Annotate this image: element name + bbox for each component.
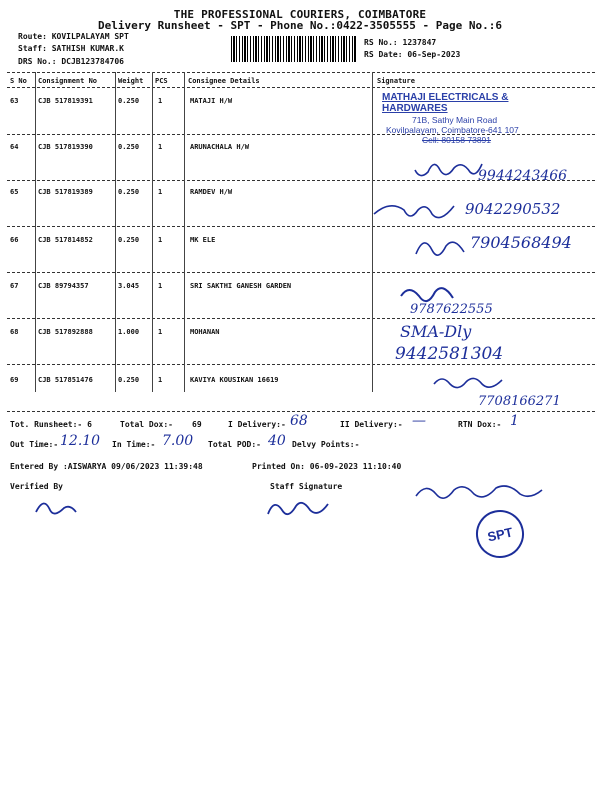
stamp-phone: Cell: 80158 73891: [422, 135, 492, 145]
handwritten-phone: 9042290532: [465, 200, 561, 218]
table-cell-pcs: 1: [158, 328, 163, 336]
table-cell-weight: 0.250: [118, 188, 140, 196]
verified-by-label: Verified By: [10, 482, 63, 491]
row-divider: [7, 318, 595, 319]
handwritten-phone: 7708166271: [478, 394, 561, 409]
table-cell-pcs: 1: [158, 282, 163, 290]
row-divider: [7, 364, 595, 365]
spt-stamp: SPT: [472, 506, 529, 563]
table-cell-weight: 1.000: [118, 328, 140, 336]
table-cell-consignment: CJB 517819389: [38, 188, 93, 196]
column-divider: [115, 72, 116, 392]
table-cell-weight: 3.045: [118, 282, 140, 290]
table-cell-weight: 0.250: [118, 376, 140, 384]
col-header-weight: Weight: [118, 77, 144, 85]
rs-date: RS Date: 06-Sep-2023: [364, 50, 461, 59]
table-cell-sno: 67: [10, 282, 19, 290]
table-cell-weight: 0.250: [118, 236, 140, 244]
column-divider: [184, 72, 185, 392]
table-cell-sno: 69: [10, 376, 19, 384]
table-cell-pcs: 1: [158, 376, 163, 384]
in-time-label: In Time:-: [112, 440, 156, 449]
table-cell-consignee: MOHANAN: [190, 328, 220, 336]
col-header-pcs: PCS: [155, 77, 168, 85]
staff-signature: [262, 494, 342, 522]
table-cell-sno: 66: [10, 236, 19, 244]
total-runsheet: Tot. Runsheet:- 6: [10, 420, 92, 429]
table-cell-consignment: CJB 517819390: [38, 143, 93, 151]
column-divider: [152, 72, 153, 392]
staff-label: Staff: SATHISH KUMAR.K: [18, 44, 124, 53]
staff-signature-label: Staff Signature: [270, 482, 343, 491]
table-cell-sno: 68: [10, 328, 19, 336]
table-cell-sno: 65: [10, 188, 19, 196]
table-cell-pcs: 1: [158, 97, 163, 105]
total-pod-label: Total POD:-: [208, 440, 261, 449]
table-cell-pcs: 1: [158, 188, 163, 196]
table-cell-consignment: CJB 517819391: [38, 97, 93, 105]
row-divider: [7, 226, 595, 227]
table-cell-consignment: CJB 517814852: [38, 236, 93, 244]
stamp-company-name: MATHAJI ELECTRICALS & HARDWARES: [382, 92, 509, 114]
in-time-value: 7.00: [162, 433, 194, 449]
page-subtitle: Delivery Runsheet - SPT - Phone No.:0422-3505555 - Page No.:6: [98, 19, 502, 32]
handwritten-name: SMA-Dly: [400, 322, 472, 341]
table-cell-consignment: CJB 89794357: [38, 282, 89, 290]
handwritten-phone: 9442581304: [395, 344, 504, 364]
company-stamp: [382, 92, 562, 145]
handwritten-signature: [410, 478, 550, 506]
col-header-consignment: Consignment No: [38, 77, 98, 85]
col-header-consignee: Consignee Details: [188, 77, 260, 85]
handwritten-signature: [430, 372, 510, 394]
entered-by: Entered By :AISWARYA 09/06/2023 11:39:48: [10, 462, 203, 471]
total-dox-value: 69: [192, 420, 202, 429]
table-cell-consignee: MATAJI H/W: [190, 97, 233, 105]
handwritten-phone: 9944243466: [478, 168, 568, 184]
table-top-border: [7, 72, 595, 73]
verifier-signature: [30, 494, 80, 520]
table-cell-pcs: 1: [158, 143, 163, 151]
table-cell-consignee: MK ELE: [190, 236, 216, 244]
printed-on: Printed On: 06-09-2023 11:10:40: [252, 462, 402, 471]
rtn-dox-value: 1: [510, 413, 519, 429]
column-divider: [372, 72, 373, 392]
out-time-label: Out Time:-: [10, 440, 59, 449]
delivery-points-label: Delvy Points:-: [292, 440, 360, 449]
column-divider: [35, 72, 36, 392]
table-bottom-border: [7, 411, 595, 412]
table-cell-weight: 0.250: [118, 143, 140, 151]
rs-number: RS No.: 1237847: [364, 38, 437, 47]
route-label: Route: KOVILPALAYAM SPT: [18, 32, 129, 41]
table-cell-consignee: SRI SAKTHI GANESH GARDEN: [190, 282, 292, 290]
page-title: THE PROFESSIONAL COURIERS, COIMBATORE: [173, 8, 427, 21]
stamp-address-line: Kovilpalayam, Coimbatore-641 107: [386, 125, 519, 135]
out-time-value: 12.10: [60, 433, 101, 449]
col-header-signature: Signature: [377, 77, 415, 85]
col-header-sno: S No: [10, 77, 27, 85]
total-pod-value: 40: [268, 433, 286, 449]
handwritten-signature: [370, 196, 460, 230]
table-cell-weight: 0.250: [118, 97, 140, 105]
ii-delivery-label: II Delivery:-: [340, 420, 403, 429]
table-cell-pcs: 1: [158, 236, 163, 244]
table-cell-consignment: CJB 517892888: [38, 328, 93, 336]
ii-delivery-value: —: [412, 413, 426, 429]
i-delivery-value: 68: [290, 413, 308, 429]
table-cell-sno: 63: [10, 97, 19, 105]
drs-number: DRS No.: DCJB123784706: [18, 57, 124, 66]
table-cell-consignee: ARUNACHALA H/W: [190, 143, 250, 151]
barcode: [231, 36, 357, 62]
table-cell-consignee: RAMDEV H/W: [190, 188, 233, 196]
rtn-dox-label: RTN Dox:-: [458, 420, 502, 429]
row-divider: [7, 272, 595, 273]
i-delivery-label: I Delivery:-: [228, 420, 286, 429]
header-divider: [7, 87, 595, 88]
total-dox-label: Total Dox:-: [120, 420, 173, 429]
handwritten-phone: 7904568494: [470, 233, 572, 252]
stamp-address-line: 71B, Sathy Main Road: [412, 115, 498, 125]
table-cell-consignment: CJB 517851476: [38, 376, 93, 384]
handwritten-phone: 9787622555: [410, 302, 493, 317]
table-cell-consignee: KAVIYA KOUSIKAN 16619: [190, 376, 279, 384]
handwritten-signature: [410, 230, 470, 266]
table-cell-sno: 64: [10, 143, 19, 151]
